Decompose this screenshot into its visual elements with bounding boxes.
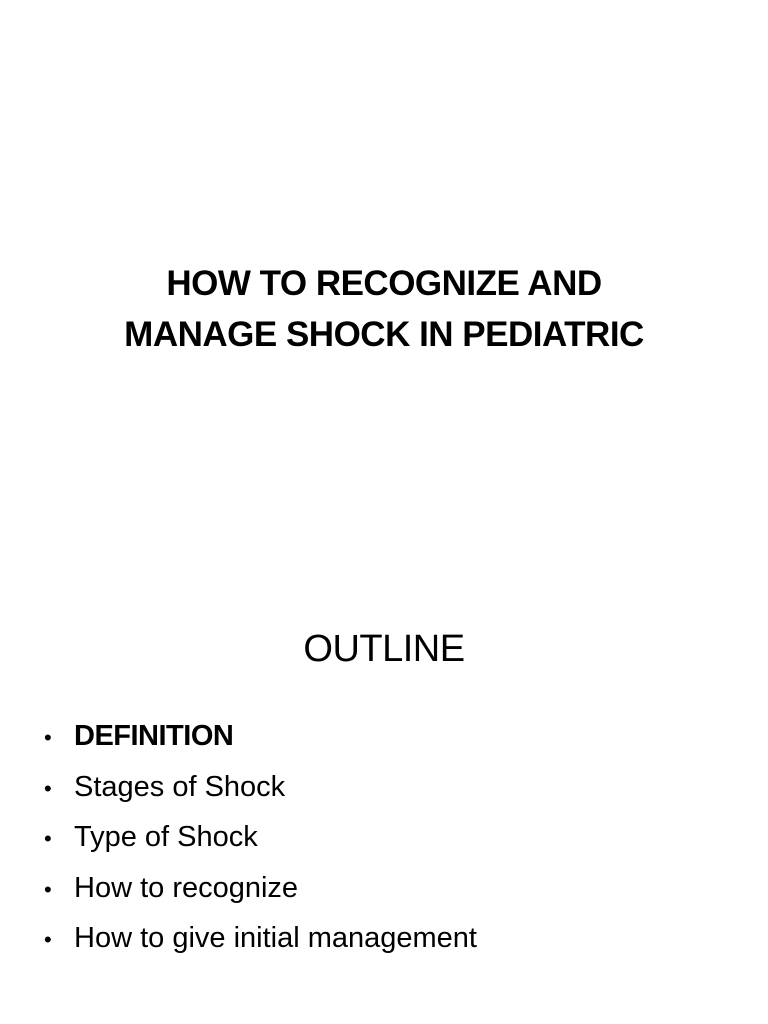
title-line-1: HOW TO RECOGNIZE AND bbox=[166, 264, 602, 303]
list-item bbox=[44, 763, 477, 814]
outline-list bbox=[44, 712, 477, 965]
list-item-label: Stages of Shock bbox=[74, 770, 286, 803]
bullet-icon: • bbox=[44, 725, 52, 750]
bullet-icon: • bbox=[44, 876, 52, 902]
bullet-icon: • bbox=[44, 775, 52, 801]
outline-heading: OUTLINE bbox=[303, 628, 465, 670]
list-item bbox=[44, 813, 477, 864]
list-item bbox=[44, 712, 477, 763]
list-item-label: Type of Shock bbox=[74, 821, 258, 853]
list-item-label: DEFINITION bbox=[74, 720, 234, 752]
list-item bbox=[44, 914, 477, 965]
list-item-label: How to give initial management bbox=[74, 922, 477, 954]
list-item-label: How to recognize bbox=[74, 871, 299, 904]
bullet-icon: • bbox=[44, 927, 52, 952]
list-item bbox=[44, 864, 477, 915]
slide-title bbox=[0, 258, 768, 360]
title-line-2: MANAGE SHOCK IN PEDIATRIC bbox=[124, 315, 644, 354]
bullet-icon: • bbox=[44, 826, 52, 851]
